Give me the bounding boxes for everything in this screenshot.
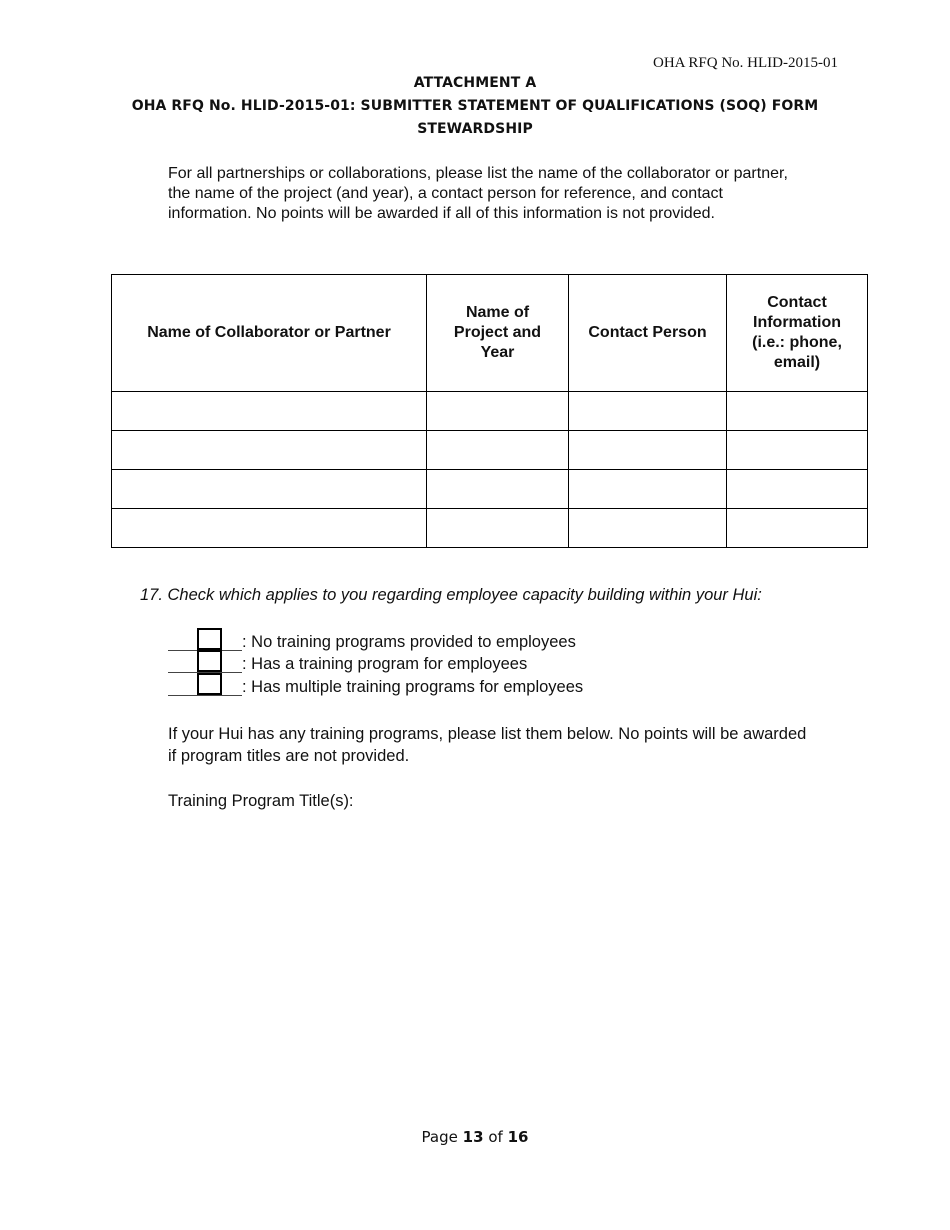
table-cell[interactable] bbox=[427, 392, 569, 431]
table-cell[interactable] bbox=[569, 431, 727, 470]
intro-paragraph bbox=[168, 164, 848, 224]
form-title: OHA RFQ No. HLID-2015-01: SUBMITTER STATEMENT OF QUALIFICATIONS (SOQ) FORM bbox=[131, 98, 819, 114]
table-row bbox=[112, 392, 868, 431]
table-cell[interactable] bbox=[569, 470, 727, 509]
checkbox-line bbox=[168, 677, 242, 696]
table-cell[interactable] bbox=[427, 509, 569, 548]
table-row bbox=[112, 509, 868, 548]
page-total: 16 bbox=[507, 1128, 529, 1146]
header-collaborator: Name of Collaborator or Partner bbox=[112, 275, 427, 392]
intro-line: the name of the project (and year), a contact person for reference, and contact bbox=[168, 185, 723, 202]
followup-paragraph bbox=[168, 723, 848, 767]
header-line: Project and bbox=[453, 324, 542, 341]
table-cell[interactable] bbox=[112, 509, 427, 548]
page-current: 13 bbox=[462, 1128, 484, 1146]
table-row bbox=[112, 431, 868, 470]
table-row bbox=[112, 470, 868, 509]
header-line: (i.e.: phone, bbox=[752, 334, 842, 351]
checkbox-line bbox=[168, 654, 242, 673]
intro-line: For all partnerships or collaborations, please list the name of the collaborator or partner, bbox=[168, 165, 788, 182]
intro-line: information. No points will be awarded if all of this information is not provided. bbox=[168, 205, 715, 222]
table-cell[interactable] bbox=[112, 392, 427, 431]
checkbox-line bbox=[168, 632, 242, 651]
table-cell[interactable] bbox=[569, 392, 727, 431]
header-line: Information bbox=[753, 314, 841, 331]
table-cell[interactable] bbox=[427, 431, 569, 470]
checkbox-one-training[interactable] bbox=[197, 650, 222, 672]
header-contact-info bbox=[727, 275, 868, 392]
option-multiple-training bbox=[168, 676, 583, 698]
section-title: STEWARDSHIP bbox=[417, 121, 533, 137]
header-project bbox=[427, 275, 569, 392]
page-word: Page bbox=[421, 1128, 458, 1146]
followup-line: If your Hui has any training programs, please list them below. No points will be awarded bbox=[168, 725, 807, 743]
header-line: Year bbox=[480, 344, 515, 361]
question-17: 17. Check which applies to you regarding employee capacity building within your Hui: bbox=[140, 586, 762, 604]
followup-line: if program titles are not provided. bbox=[168, 747, 410, 765]
table-cell[interactable] bbox=[727, 470, 868, 509]
document-reference: OHA RFQ No. HLID-2015-01 bbox=[653, 55, 838, 71]
header-line: Name of bbox=[465, 304, 530, 321]
option-no-training bbox=[168, 631, 576, 653]
table-header-row bbox=[112, 275, 868, 392]
attachment-title: ATTACHMENT A bbox=[413, 75, 537, 91]
header-line: email) bbox=[773, 354, 821, 371]
option-label: : Has multiple training programs for employees bbox=[242, 678, 584, 696]
option-label: : No training programs provided to employees bbox=[242, 633, 576, 651]
table-cell[interactable] bbox=[112, 431, 427, 470]
header-line: Contact bbox=[767, 294, 827, 311]
checkbox-no-training[interactable] bbox=[197, 628, 222, 650]
of-word: of bbox=[488, 1128, 503, 1146]
table-cell[interactable] bbox=[427, 470, 569, 509]
page-footer bbox=[0, 1128, 950, 1146]
option-one-training bbox=[168, 653, 527, 675]
table-cell[interactable] bbox=[727, 509, 868, 548]
partners-table bbox=[111, 274, 868, 548]
header-contact-person: Contact Person bbox=[569, 275, 727, 392]
table-cell[interactable] bbox=[727, 431, 868, 470]
table-cell[interactable] bbox=[569, 509, 727, 548]
table-cell[interactable] bbox=[112, 470, 427, 509]
training-titles-label: Training Program Title(s): bbox=[168, 792, 354, 810]
option-label: : Has a training program for employees bbox=[242, 655, 528, 673]
checkbox-multiple-training[interactable] bbox=[197, 673, 222, 695]
table-cell[interactable] bbox=[727, 392, 868, 431]
